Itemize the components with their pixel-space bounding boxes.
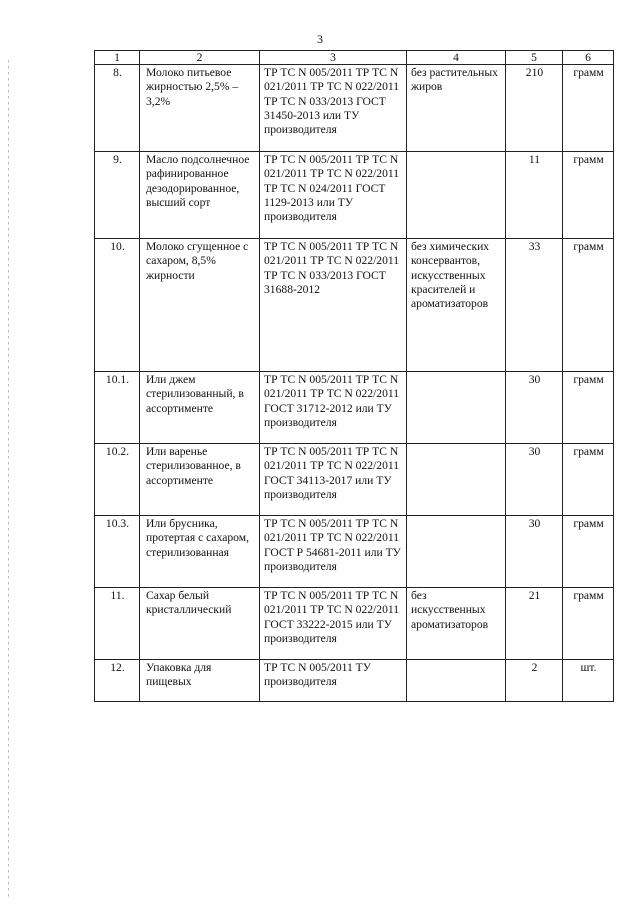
product-name: Сахар белый кристаллический	[140, 588, 260, 660]
standard-cell: ТР ТС N 005/2011 ТР ТС N 021/2011 ТР ТС N 022/2011 ГОСТ 34113-2017 или ТУ производителя	[260, 444, 407, 516]
requirement-cell	[407, 372, 506, 444]
table-row	[95, 588, 614, 660]
unit-cell: грамм	[563, 516, 614, 588]
product-name: Масло подсолнечное рафинированное дезодорированное, высший сорт	[140, 152, 260, 239]
product-name: Молоко сгущенное с сахаром, 8,5% жирности	[140, 239, 260, 372]
unit-cell: грамм	[563, 65, 614, 152]
page-number: 3	[317, 32, 323, 46]
table-row	[95, 660, 614, 702]
unit-cell: шт.	[563, 660, 614, 702]
quantity-cell: 30	[506, 372, 563, 444]
column-header: 5	[506, 51, 563, 65]
product-name: Молоко питьевое жирностью 2,5% – 3,2%	[140, 65, 260, 152]
row-number: 8.	[95, 65, 140, 152]
quantity-cell: 11	[506, 152, 563, 239]
unit-cell: грамм	[563, 239, 614, 372]
scan-margin-dots	[8, 60, 9, 900]
row-number: 12.	[95, 660, 140, 702]
table-row	[95, 152, 614, 239]
table-row	[95, 239, 614, 372]
standard-cell: ТР ТС N 005/2011 ТУ производителя	[260, 660, 407, 702]
row-number: 10.	[95, 239, 140, 372]
unit-cell: грамм	[563, 588, 614, 660]
quantity-cell: 30	[506, 444, 563, 516]
row-number: 9.	[95, 152, 140, 239]
quantity-cell: 210	[506, 65, 563, 152]
row-number: 10.3.	[95, 516, 140, 588]
quantity-cell: 21	[506, 588, 563, 660]
column-header: 1	[95, 51, 140, 65]
product-name: Или брусника, протертая с сахаром, стерилизованная	[140, 516, 260, 588]
requirement-cell	[407, 516, 506, 588]
product-name: Упаковка для пищевых	[140, 660, 260, 702]
quantity-cell: 33	[506, 239, 563, 372]
table-row	[95, 372, 614, 444]
standard-cell: ТР ТС N 005/2011 ТР ТС N 021/2011 ТР ТС N 022/2011 ТР ТС N 024/2011 ГОСТ 1129-2013 или ТУ производителя	[260, 152, 407, 239]
requirement-cell: без растительных жиров	[407, 65, 506, 152]
product-name: Или джем стерилизованный, в ассортименте	[140, 372, 260, 444]
column-header: 6	[563, 51, 614, 65]
unit-cell: грамм	[563, 372, 614, 444]
standard-cell: ТР ТС N 005/2011 ТР ТС N 021/2011 ТР ТС N 022/2011 ТР ТС N 033/2013 ГОСТ 31688-2012	[260, 239, 407, 372]
product-name: Или варенье стерилизованное, в ассортименте	[140, 444, 260, 516]
standard-cell: ТР ТС N 005/2011 ТР ТС N 021/2011 ТР ТС N 022/2011 ТР ТС N 033/2013 ГОСТ 31450-2013 или ТУ производителя	[260, 65, 407, 152]
requirement-cell	[407, 152, 506, 239]
column-header: 4	[407, 51, 506, 65]
table-row	[95, 444, 614, 516]
quantity-cell: 30	[506, 516, 563, 588]
standard-cell: ТР ТС N 005/2011 ТР ТС N 021/2011 ТР ТС N 022/2011 ГОСТ Р 54681-2011 или ТУ производителя	[260, 516, 407, 588]
table-row	[95, 516, 614, 588]
column-header: 3	[260, 51, 407, 65]
standard-cell: ТР ТС N 005/2011 ТР ТС N 021/2011 ТР ТС N 022/2011 ГОСТ 33222-2015 или ТУ производителя	[260, 588, 407, 660]
quantity-cell: 2	[506, 660, 563, 702]
column-header: 2	[140, 51, 260, 65]
column-number-row	[95, 51, 614, 65]
requirement-cell	[407, 660, 506, 702]
requirement-cell	[407, 444, 506, 516]
requirement-cell: без химических консервантов, искусственных красителей и ароматизаторов	[407, 239, 506, 372]
table-row	[95, 65, 614, 152]
requirement-cell: без искусственных ароматизаторов	[407, 588, 506, 660]
unit-cell: грамм	[563, 152, 614, 239]
specification-table	[94, 50, 614, 702]
row-number: 10.1.	[95, 372, 140, 444]
unit-cell: грамм	[563, 444, 614, 516]
row-number: 11.	[95, 588, 140, 660]
standard-cell: ТР ТС N 005/2011 ТР ТС N 021/2011 ТР ТС N 022/2011 ГОСТ 31712-2012 или ТУ производителя	[260, 372, 407, 444]
row-number: 10.2.	[95, 444, 140, 516]
